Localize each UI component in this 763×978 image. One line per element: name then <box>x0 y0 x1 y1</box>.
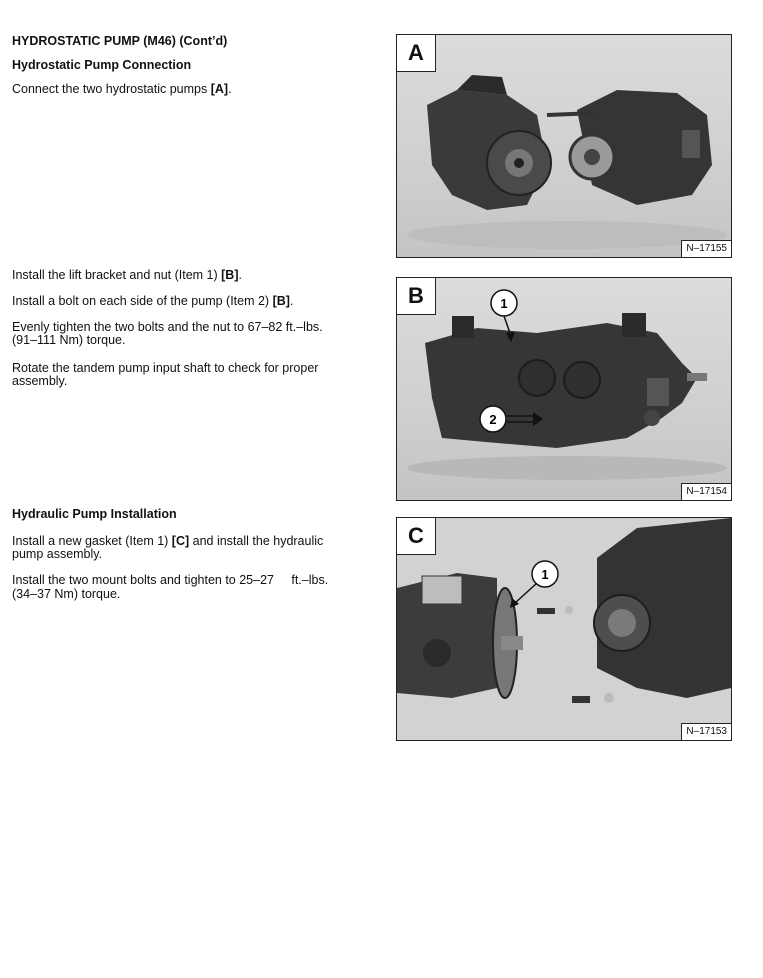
figure-c-callout-1: 1 <box>541 567 549 582</box>
figure-c <box>396 517 732 741</box>
figure-b-callout-2: 2 <box>489 412 497 427</box>
figure-letter: B <box>397 278 436 315</box>
section-title-installation: Hydraulic Pump Installation <box>12 507 177 521</box>
step-end: . <box>289 294 294 308</box>
figure-code: N–17153 <box>681 723 731 740</box>
step-text: Install a bolt on each side of the pump (Item 2) <box>12 294 273 308</box>
step-end: . <box>238 268 242 282</box>
figure-b <box>396 277 732 501</box>
assembly-step-4-line-2: assembly. <box>12 374 68 388</box>
installation-step-2-line-1: Install the two mount bolts and tighten to 25–27 ft.–lbs. <box>12 573 329 587</box>
step-end: . <box>228 82 232 96</box>
figure-letter: A <box>397 35 436 72</box>
figure-ref-b: [B] <box>272 294 290 308</box>
figure-ref-c: [C] <box>171 534 190 548</box>
figure-b-callout-1: 1 <box>500 296 508 311</box>
assembly-step-4-line-1: Rotate the tandem pump input shaft to check for proper <box>12 361 319 375</box>
figure-letter: C <box>397 518 436 555</box>
assembly-step-3-line-2: (91–111 Nm) torque. <box>12 333 126 347</box>
installation-step-2-line-2: (34–37 Nm) torque. <box>12 587 121 601</box>
connection-step-1 <box>12 83 362 96</box>
figure-code: N–17155 <box>681 240 731 257</box>
figure-b-photo <box>397 278 731 500</box>
page-heading: HYDROSTATIC PUMP (M46) (Cont’d) <box>12 34 228 48</box>
assembly-step-2 <box>12 295 362 308</box>
figure-c-photo <box>397 518 731 740</box>
figure-code: N–17154 <box>681 483 731 500</box>
step-text: Install the lift bracket and nut (Item 1) <box>12 268 222 282</box>
figure-a-photo <box>397 35 731 257</box>
assembly-step-1 <box>12 269 362 282</box>
assembly-step-3-line-1: Evenly tighten the two bolts and the nut to 67–82 ft.–lbs. <box>12 320 323 334</box>
step-text-cont: and install the hydraulic <box>189 534 324 548</box>
section-title-connection: Hydrostatic Pump Connection <box>12 58 192 72</box>
installation-step-1-line-2: pump assembly. <box>12 547 103 561</box>
figure-ref-a: [A] <box>210 82 229 96</box>
step-text: Connect the two hydrostatic pumps <box>12 82 211 96</box>
figure-ref-b: [B] <box>221 268 239 282</box>
step-text: Install a new gasket (Item 1) <box>12 534 172 548</box>
figure-a <box>396 34 732 258</box>
